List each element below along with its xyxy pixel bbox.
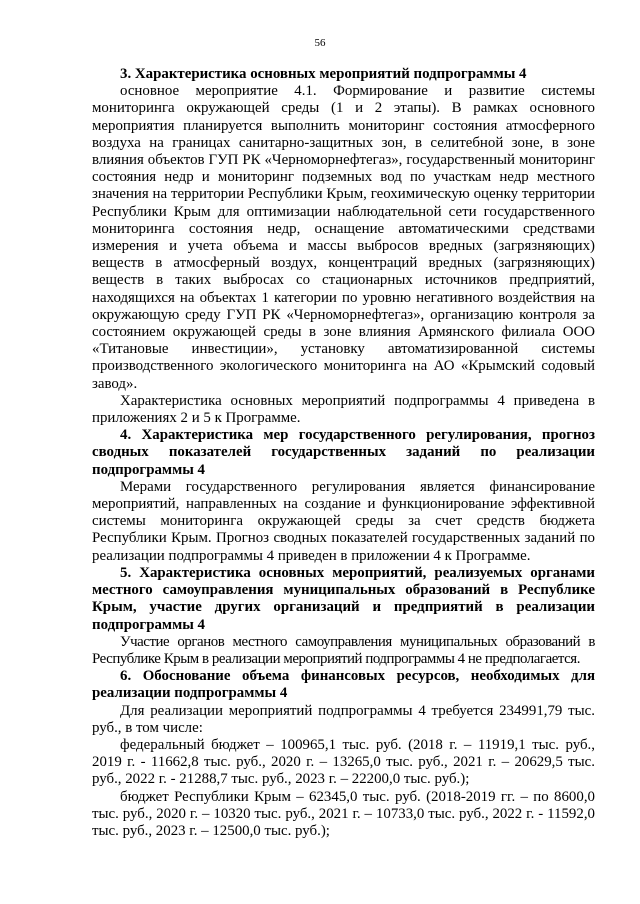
- section-5-paragraph-1: Участие органов местного самоуправления муниципальных образований в Республике Крым в реализации мероприятий подпрограммы 4 не предполагается.: [92, 633, 595, 667]
- section-4-paragraph-1: Мерами государственного регулирования является финансирование мероприятий, направленных на создание и функционирование эффективной системы мониторинга окружающей среды за счет средств бюджета Республики Крым. Прогноз сводных показателей государственных заданий по реализации подпрограммы 4 приведен в приложении 4 к Программе.: [92, 478, 595, 564]
- section-3-paragraph-1: основное мероприятие 4.1. Формирование и развитие системы мониторинга окружающей среды (1 и 2 этапы). В рамках основного мероприятия планируется выполнить мониторинг состояния атмосферного воздуха на границах санитарно-защитных зон, в селитебной зоне, в зоне влияния объектов ГУП РК «Черноморнефтегаз», государственный мониторинг состояния недр и мониторинг подземных вод по участкам недр местного значения на территории Республики Крым, геохимическую оценку территории Республики Крым для оптимизации наблюдательной сети государственного мониторинга состояния недр, оснащение автоматическими средствами измерения и учета объема и массы выбросов вредных (загрязняющих) веществ в атмосферный воздух, концентраций вредных (загрязняющих) веществ в таких выбросах со стационарных источников предприятий, находящихся на объектах 1 категории по уровню негативного воздействия на окружающую среду ГУП РК «Черноморнефтегаз», организацию контроля за состоянием окружающей среды в зоне влияния Армянского филиала ООО «Титановые инвестиции», установку автоматизированной системы производственного экологического мониторинга на АО «Крымский содовый завод».: [92, 83, 595, 392]
- page-number: 56: [314, 37, 326, 49]
- section-6-paragraph-3: бюджет Республики Крым – 62345,0 тыс. руб. (2018-2019 гг. – по 8600,0 тыс. руб., 2020 г. – 10320 тыс. руб., 2021 г. – 10733,0 тыс. руб., 2022 г. - 11592,0 тыс. руб., 2023 г. – 12500,0 тыс. руб.);: [92, 788, 595, 839]
- section-6-paragraph-2: федеральный бюджет – 100965,1 тыс. руб. (2018 г. – 11919,1 тыс. руб., 2019 г. - 11662,8 тыс. руб., 2020 г. – 13265,0 тыс. руб., 2021 г. – 20629,5 тыс. руб., 2022 г. - 21288,7 тыс. руб., 2023 г. – 22200,0 тыс. руб.);: [92, 736, 595, 788]
- section-3-heading: 3. Характеристика основных мероприятий подпрограммы 4: [120, 66, 527, 82]
- section-4-heading: 4. Характеристика мер государственного регулирования, прогноз сводных показателей государственных заданий по реализации подпрограммы 4: [92, 427, 595, 478]
- section-3-paragraph-2: Характеристика основных мероприятий подпрограммы 4 приведена в приложениях 2 и 5 к Программе.: [92, 392, 595, 427]
- section-6-heading: 6. Обоснование объема финансовых ресурсов, необходимых для реализации подпрограммы 4: [92, 668, 595, 702]
- page-content: [92, 66, 595, 840]
- section-5-heading: 5. Характеристика основных мероприятий, реализуемых органами местного самоуправления муниципальных образований в Республике Крым, участие других организаций и предприятий в реализации подпрограммы 4: [92, 564, 595, 633]
- section-6-paragraph-1: Для реализации мероприятий подпрограммы 4 требуется 234991,79 тыс. руб., в том числе:: [92, 702, 595, 736]
